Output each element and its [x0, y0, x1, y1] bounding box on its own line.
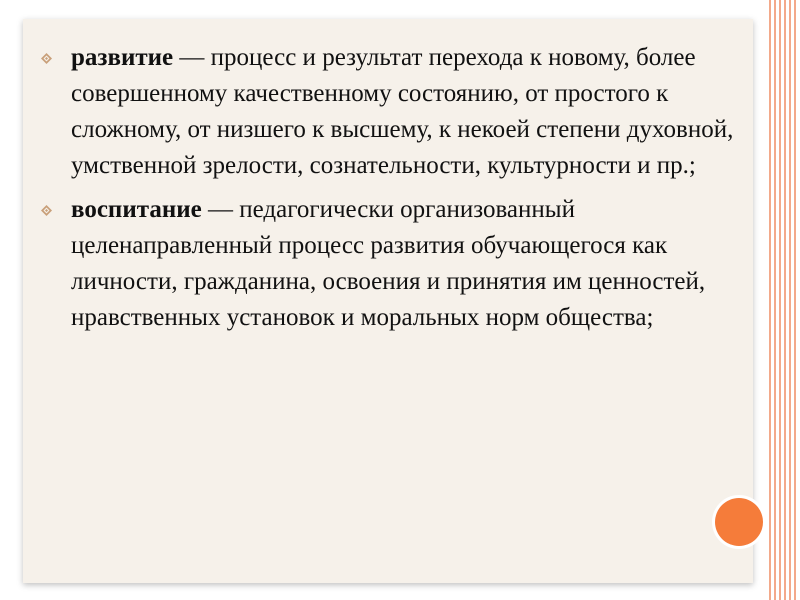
decorative-circle — [715, 498, 763, 546]
decorative-stripes — [767, 0, 800, 600]
list-item-razvitie — [38, 40, 738, 184]
definition-text: — педагогически организованный целенаправленный процесс развития обучающегося как личности, гражданина, освоения и принятия им ценностей, нравственных установок и моральных норм общества; — [71, 196, 706, 331]
bullet-list — [38, 40, 738, 344]
definition-text: — процесс и результат перехода к новому, более совершенному качественному состоянию, от простого к сложному, от низшего к высшему, к некоей степени духовной, умственной зрелости, сознательности, культурности и пр.; — [71, 44, 734, 179]
diamond-bullet-icon — [41, 205, 52, 216]
list-item-vospitanie — [38, 192, 738, 336]
term-label: развитие — [71, 44, 174, 71]
diamond-bullet-icon — [41, 53, 52, 64]
term-label: воспитание — [71, 196, 202, 223]
